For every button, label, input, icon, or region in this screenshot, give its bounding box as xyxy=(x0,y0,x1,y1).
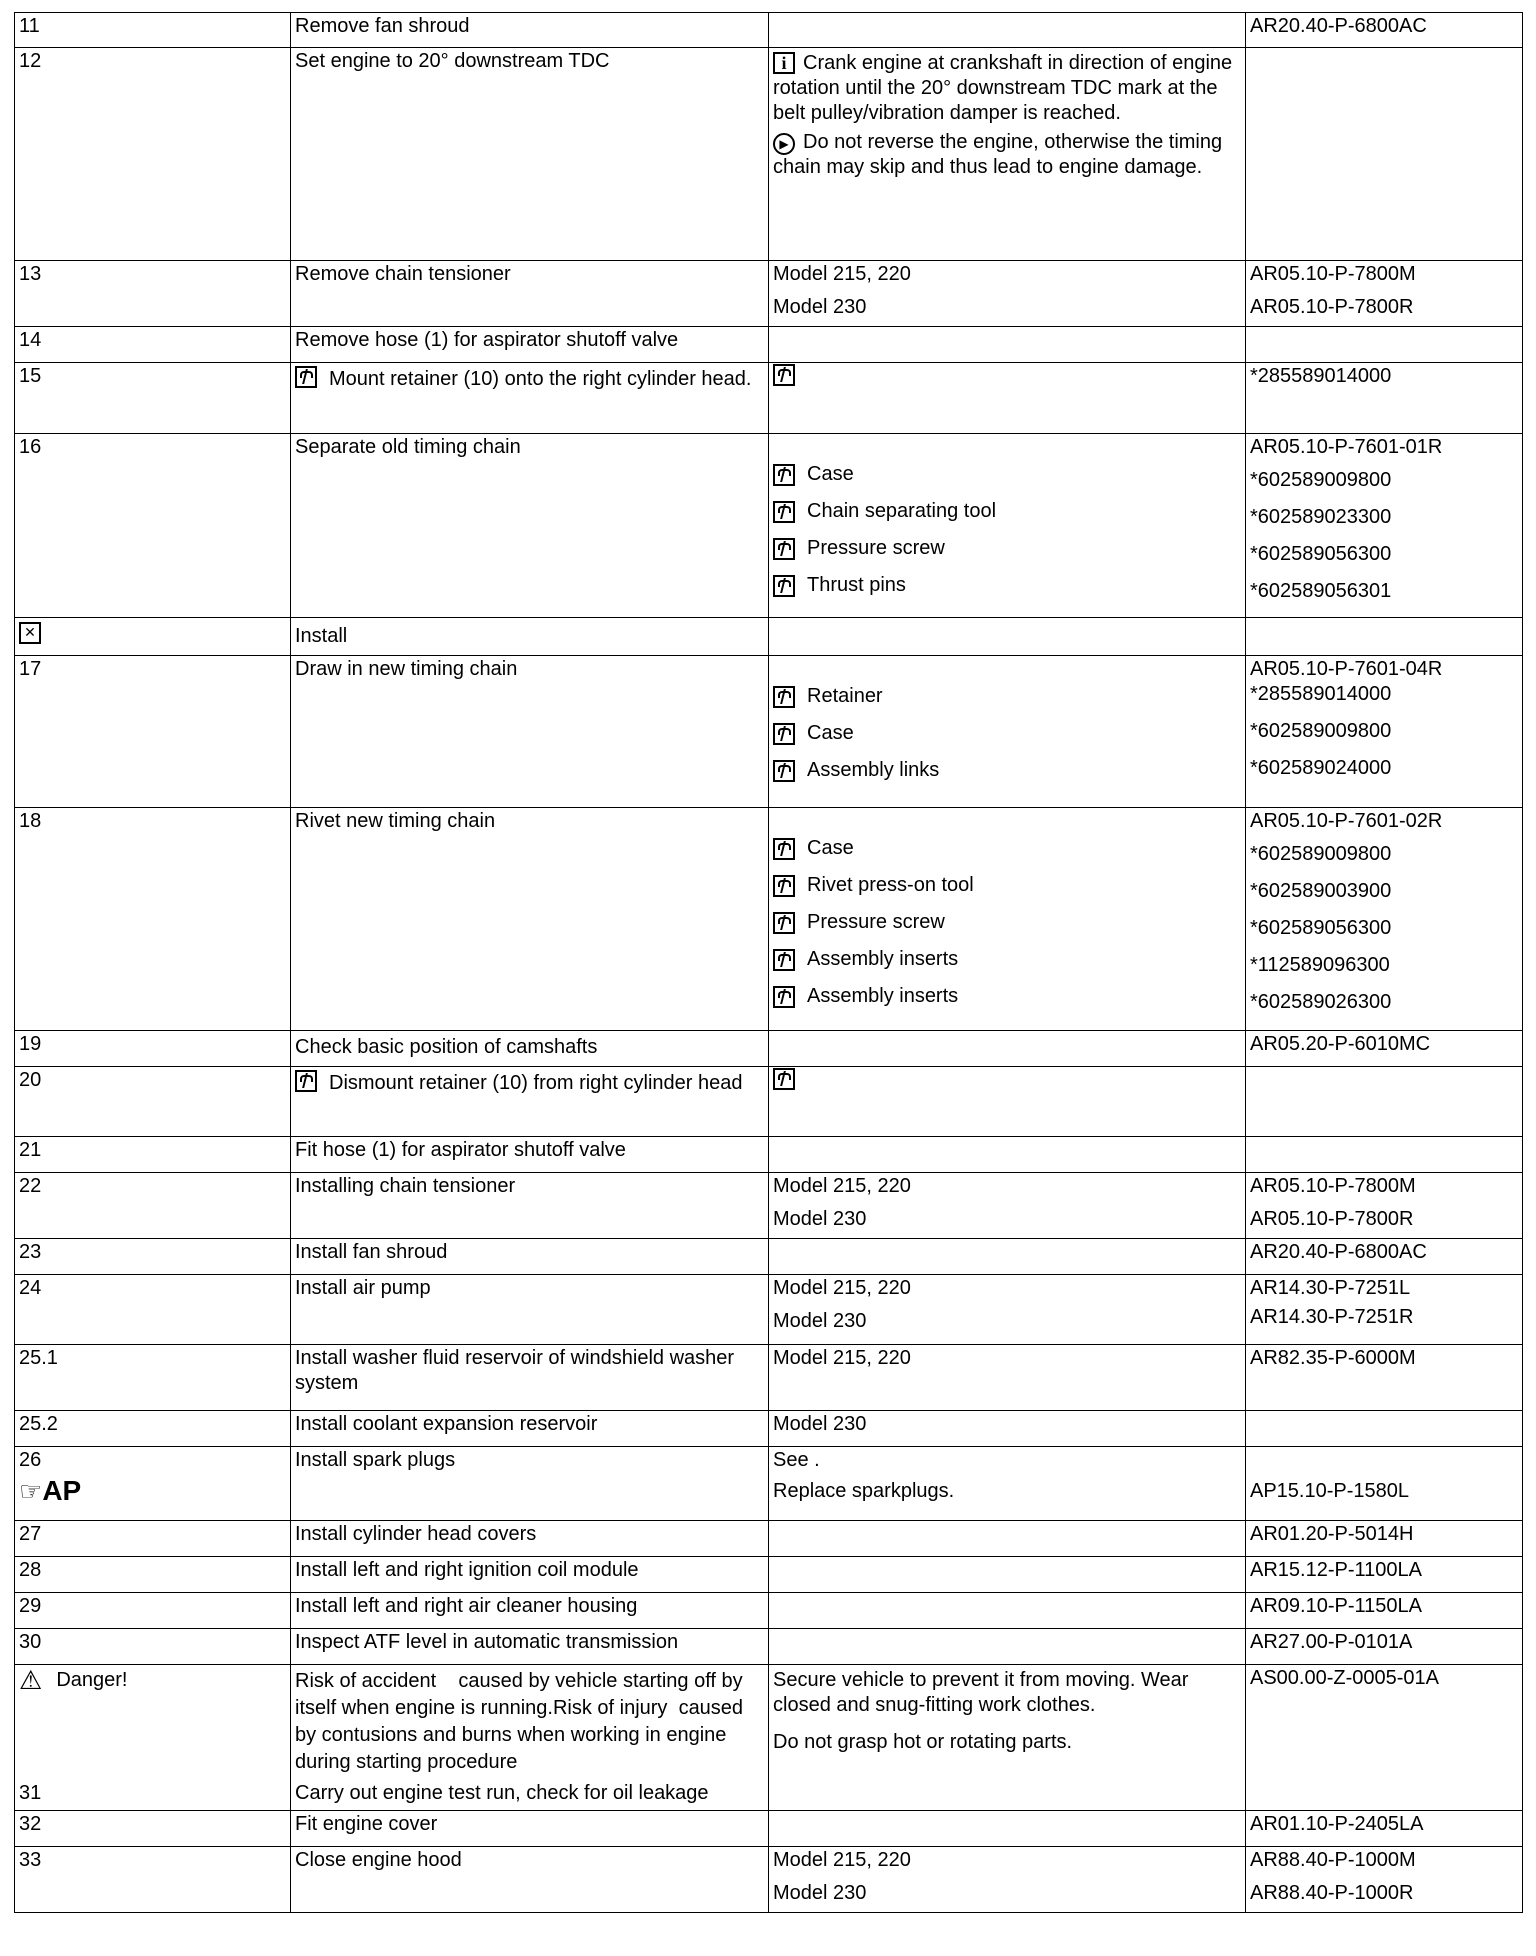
tool-number[interactable]: *602589003900 xyxy=(1250,880,1392,902)
tool-item: Case xyxy=(773,462,1241,487)
special-tool-icon xyxy=(295,366,317,388)
reference-link[interactable]: AR14.30-P-7251R xyxy=(1250,1306,1414,1328)
step-action: Remove hose (1) for aspirator shutoff valve xyxy=(291,327,769,363)
step-action: Inspect ATF level in automatic transmission xyxy=(291,1629,769,1665)
tool-item: Assembly inserts xyxy=(773,947,1241,972)
step-note xyxy=(769,1275,1246,1345)
step-note: Model 215, 220 xyxy=(769,1345,1246,1411)
step-action: Check basic position of camshafts xyxy=(291,1031,769,1067)
step-action: Close engine hood xyxy=(291,1847,769,1913)
table-row xyxy=(15,363,1523,434)
step-number: 18 xyxy=(15,808,291,1031)
tool-item: Chain separating tool xyxy=(773,499,1241,524)
step-number: 22 xyxy=(15,1173,291,1239)
info-icon: i xyxy=(773,52,795,74)
step-action: Draw in new timing chain xyxy=(291,656,769,808)
table-row xyxy=(15,48,1523,261)
tool-number[interactable]: *602589009800 xyxy=(1250,720,1392,742)
step-reference xyxy=(1246,327,1523,363)
step-action: Install washer fluid reservoir of windshield washer system xyxy=(291,1345,769,1411)
step-number: 29 xyxy=(15,1593,291,1629)
tool-number[interactable]: *602589023300 xyxy=(1250,506,1392,528)
table-row xyxy=(15,1557,1523,1593)
tool-number[interactable]: *602589056301 xyxy=(1250,580,1392,602)
model-label: Model 230 xyxy=(773,296,867,318)
special-tool-icon xyxy=(773,838,795,860)
reference-link[interactable]: AR05.10-P-7800M xyxy=(1250,1175,1416,1197)
step-reference xyxy=(1246,656,1523,808)
step-reference xyxy=(1246,618,1523,656)
model-label: Model 215, 220 xyxy=(773,1175,911,1197)
model-label: Model 215, 220 xyxy=(773,1277,911,1299)
ap-link[interactable]: ☞AP xyxy=(19,1475,82,1506)
step-reference[interactable]: AR20.40-P-6800AC xyxy=(1246,1239,1523,1275)
step-reference xyxy=(1246,1173,1523,1239)
step-action: Install xyxy=(291,618,769,656)
special-tool-icon xyxy=(773,949,795,971)
step-reference xyxy=(1246,434,1523,618)
see-label: See . xyxy=(773,1449,820,1471)
tool-item: Case xyxy=(773,721,1241,746)
tool-number[interactable]: *602589026300 xyxy=(1250,991,1392,1013)
special-tool-icon xyxy=(773,875,795,897)
step-reference[interactable]: AR82.35-P-6000M xyxy=(1246,1345,1523,1411)
table-row xyxy=(15,1447,1523,1521)
step-note xyxy=(769,1593,1246,1629)
step-reference xyxy=(1246,48,1523,261)
tool-item: Assembly links xyxy=(773,758,1241,783)
step-note xyxy=(769,1665,1246,1811)
step-number: 14 xyxy=(15,327,291,363)
measure-text: Secure vehicle to prevent it from moving. Wear closed and snug-fitting work clothes. xyxy=(773,1669,1189,1716)
reference-link[interactable]: AR88.40-P-1000M xyxy=(1250,1849,1416,1871)
info-note: Crank engine at crankshaft in direction of engine rotation until the 20° downstream TDC mark at the belt pulley/vibration damper is reached. xyxy=(773,52,1233,124)
step-number xyxy=(15,618,291,656)
special-tool-icon xyxy=(773,1068,795,1090)
pointing-hand-icon: ☞ xyxy=(19,1476,43,1506)
step-note xyxy=(769,808,1246,1031)
table-row xyxy=(15,1137,1523,1173)
table-row xyxy=(15,261,1523,327)
table-row xyxy=(15,1239,1523,1275)
table-row xyxy=(15,656,1523,808)
danger-label: ⚠ Danger! xyxy=(19,1665,128,1695)
procedure-page xyxy=(14,12,1522,1913)
step-action: Install left and right air cleaner housing xyxy=(291,1593,769,1629)
step-number: 17 xyxy=(15,656,291,808)
step-reference[interactable]: *285589014000 xyxy=(1246,363,1523,434)
step-number: 16 xyxy=(15,434,291,618)
step-note xyxy=(769,434,1246,618)
step-note xyxy=(769,1629,1246,1665)
reference-link[interactable]: AR05.10-P-7800R xyxy=(1250,1208,1414,1230)
step-reference[interactable]: AS00.00-Z-0005-01A xyxy=(1246,1665,1523,1811)
step-number: 30 xyxy=(15,1629,291,1665)
model-label: Model 230 xyxy=(773,1208,867,1230)
reference-link[interactable]: AR14.30-P-7251L xyxy=(1250,1277,1411,1299)
step-action: Install left and right ignition coil module xyxy=(291,1557,769,1593)
table-row xyxy=(15,434,1523,618)
step-note xyxy=(769,1521,1246,1557)
reference-link[interactable]: AR05.10-P-7601-04R xyxy=(1250,658,1443,680)
tool-item: Thrust pins xyxy=(773,573,1241,598)
special-tool-icon xyxy=(773,575,795,597)
step-note xyxy=(769,1173,1246,1239)
step-number: 33 xyxy=(15,1847,291,1913)
measure-text: Do not grasp hot or rotating parts. xyxy=(773,1731,1073,1753)
step-number: 23 xyxy=(15,1239,291,1275)
step-reference xyxy=(1246,1137,1523,1173)
table-row xyxy=(15,1811,1523,1847)
see-link[interactable]: Replace sparkplugs. xyxy=(773,1480,955,1502)
reference-link[interactable]: AR88.40-P-1000R xyxy=(1250,1882,1414,1904)
step-reference[interactable]: AR09.10-P-1150LA xyxy=(1246,1593,1523,1629)
step-action: Set engine to 20° downstream TDC xyxy=(291,48,769,261)
step-number: 13 xyxy=(15,261,291,327)
table-row xyxy=(15,1031,1523,1067)
table-row xyxy=(15,1275,1523,1345)
step-number: 25.1 xyxy=(15,1345,291,1411)
step-number: 28 xyxy=(15,1557,291,1593)
step-note xyxy=(769,1811,1246,1847)
step-reference xyxy=(1246,1447,1523,1521)
step-action: Fit engine cover xyxy=(291,1811,769,1847)
table-row xyxy=(15,618,1523,656)
tool-number[interactable]: *602589024000 xyxy=(1250,757,1392,779)
special-tool-icon xyxy=(773,760,795,782)
install-icon: ✕ xyxy=(19,622,41,644)
caution-note: Do not reverse the engine, otherwise the timing chain may skip and thus lead to engine damage. xyxy=(773,131,1223,178)
table-row xyxy=(15,1593,1523,1629)
model-label: Model 215, 220 xyxy=(773,1849,911,1871)
table-row xyxy=(15,1067,1523,1137)
table-row xyxy=(15,1345,1523,1411)
model-label: Model 230 xyxy=(773,1882,867,1904)
step-reference xyxy=(1246,1067,1523,1137)
tool-number[interactable]: *602589009800 xyxy=(1250,469,1392,491)
table-row xyxy=(15,13,1523,48)
step-note xyxy=(769,13,1246,48)
table-row xyxy=(15,1173,1523,1239)
step-action: Install fan shroud xyxy=(291,1239,769,1275)
step-action: Install spark plugs xyxy=(291,1447,769,1521)
table-row xyxy=(15,1629,1523,1665)
action-text: Mount retainer (10) onto the right cylinder head. xyxy=(329,368,752,390)
reference-link[interactable]: AR05.10-P-7601-01R xyxy=(1250,436,1443,458)
action-text: Dismount retainer (10) from right cylinder head xyxy=(329,1072,743,1094)
step-reference xyxy=(1246,1275,1523,1345)
special-tool-icon xyxy=(773,364,795,386)
step-action: Install cylinder head covers xyxy=(291,1521,769,1557)
step-number xyxy=(15,1665,291,1811)
step-action xyxy=(291,363,769,434)
step-note xyxy=(769,1031,1246,1067)
step-note xyxy=(769,363,1246,434)
step-number: 19 xyxy=(15,1031,291,1067)
tool-item: Assembly inserts xyxy=(773,984,1241,1009)
step-reference xyxy=(1246,261,1523,327)
table-row xyxy=(15,1847,1523,1913)
risk-text: Risk of accident caused by vehicle starting off by itself when engine is running.Risk of injury caused by contusions and burns when working in engine during starting procedure xyxy=(295,1670,744,1773)
caution-icon: ▶ xyxy=(773,133,795,155)
step-action xyxy=(291,1067,769,1137)
step-action: Install coolant expansion reservoir xyxy=(291,1411,769,1447)
special-tool-icon xyxy=(773,912,795,934)
step-action: Fit hose (1) for aspirator shutoff valve xyxy=(291,1137,769,1173)
table-row xyxy=(15,1665,1523,1811)
step-number: 32 xyxy=(15,1811,291,1847)
step-reference xyxy=(1246,808,1523,1031)
reference-link[interactable]: AP15.10-P-1580L xyxy=(1250,1480,1410,1502)
step-reference[interactable]: AR05.20-P-6010MC xyxy=(1246,1031,1523,1067)
reference-link[interactable]: AR05.10-P-7601-02R xyxy=(1250,810,1443,832)
step-note xyxy=(769,48,1246,261)
step-action: Separate old timing chain xyxy=(291,434,769,618)
tool-item: Pressure screw xyxy=(773,910,1241,935)
step-reference[interactable]: AR20.40-P-6800AC xyxy=(1246,13,1523,48)
step-note: Model 230 xyxy=(769,1411,1246,1447)
tool-item: Case xyxy=(773,836,1241,861)
step-note xyxy=(769,1067,1246,1137)
step-note xyxy=(769,1447,1246,1521)
step-number: 25.2 xyxy=(15,1411,291,1447)
action-text: Carry out engine test run, check for oil leakage xyxy=(295,1782,709,1804)
special-tool-icon xyxy=(295,1070,317,1092)
step-action: Remove chain tensioner xyxy=(291,261,769,327)
step-note xyxy=(769,1847,1246,1913)
special-tool-icon xyxy=(773,723,795,745)
step-action: Installing chain tensioner xyxy=(291,1173,769,1239)
step-reference xyxy=(1246,1411,1523,1447)
reference-link[interactable]: AR05.10-P-7800M xyxy=(1250,263,1416,285)
tool-number[interactable]: *602589056300 xyxy=(1250,543,1392,565)
step-action: Remove fan shroud xyxy=(291,13,769,48)
special-tool-icon xyxy=(773,501,795,523)
step-number: 24 xyxy=(15,1275,291,1345)
table-row xyxy=(15,327,1523,363)
table-row xyxy=(15,1411,1523,1447)
step-note xyxy=(769,261,1246,327)
step-action xyxy=(291,1665,769,1811)
tool-number[interactable]: *602589009800 xyxy=(1250,843,1392,865)
step-number: 21 xyxy=(15,1137,291,1173)
tool-item: Rivet press-on tool xyxy=(773,873,1241,898)
step-number xyxy=(15,1447,291,1521)
special-tool-icon xyxy=(773,538,795,560)
step-note xyxy=(769,1239,1246,1275)
step-reference[interactable]: AR01.10-P-2405LA xyxy=(1246,1811,1523,1847)
special-tool-icon xyxy=(773,464,795,486)
step-note xyxy=(769,327,1246,363)
step-label: 31 xyxy=(19,1782,42,1804)
step-number: 20 xyxy=(15,1067,291,1137)
table-row xyxy=(15,808,1523,1031)
tool-number[interactable]: *602589056300 xyxy=(1250,917,1392,939)
warning-triangle-icon: ⚠ xyxy=(19,1665,43,1695)
step-label: 26 xyxy=(19,1449,42,1471)
tool-number[interactable]: *285589014000 xyxy=(1250,683,1392,705)
tool-item: Retainer xyxy=(773,684,1241,709)
step-number: 15 xyxy=(15,363,291,434)
tool-number[interactable]: *112589096300 xyxy=(1250,954,1390,976)
model-label: Model 215, 220 xyxy=(773,263,911,285)
table-row xyxy=(15,1521,1523,1557)
step-reference xyxy=(1246,1847,1523,1913)
special-tool-icon xyxy=(773,686,795,708)
procedure-table xyxy=(14,12,1523,1913)
step-note xyxy=(769,656,1246,808)
step-note xyxy=(769,618,1246,656)
step-reference[interactable]: AR01.20-P-5014H xyxy=(1246,1521,1523,1557)
special-tool-icon xyxy=(773,986,795,1008)
model-label: Model 230 xyxy=(773,1310,867,1332)
step-reference[interactable]: AR15.12-P-1100LA xyxy=(1246,1557,1523,1593)
step-note xyxy=(769,1557,1246,1593)
tool-item: Pressure screw xyxy=(773,536,1241,561)
step-action: Rivet new timing chain xyxy=(291,808,769,1031)
step-note xyxy=(769,1137,1246,1173)
step-reference[interactable]: AR27.00-P-0101A xyxy=(1246,1629,1523,1665)
step-action: Install air pump xyxy=(291,1275,769,1345)
step-number: 12 xyxy=(15,48,291,261)
reference-link[interactable]: AR05.10-P-7800R xyxy=(1250,296,1414,318)
step-number: 27 xyxy=(15,1521,291,1557)
step-number: 11 xyxy=(15,13,291,48)
